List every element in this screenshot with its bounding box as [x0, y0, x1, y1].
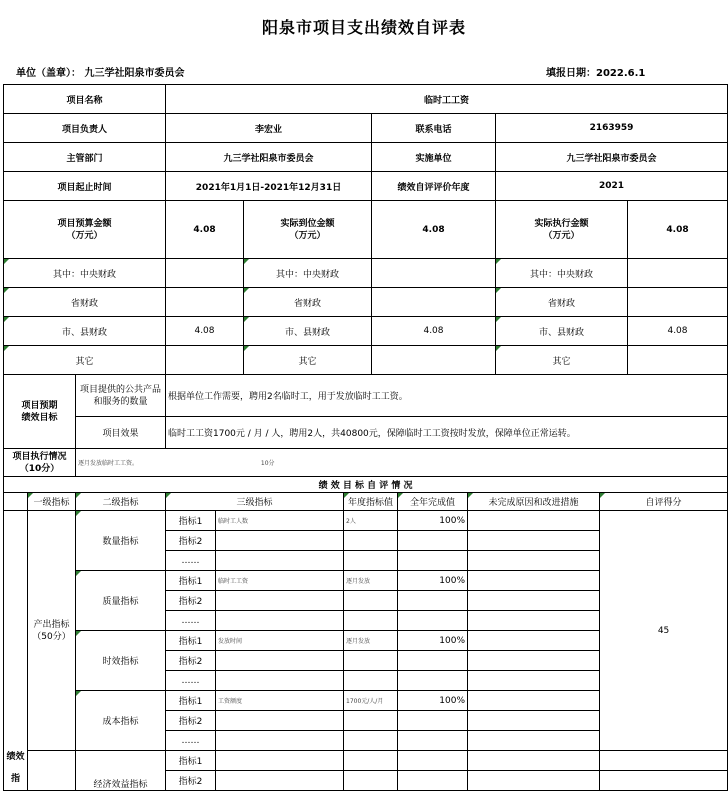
city-budget: 4.08 — [166, 317, 244, 346]
indicator-done: 100% — [398, 631, 468, 651]
indicator-desc: 临时工工资 — [216, 571, 344, 591]
arrived-label: 实际到位金额 （万元） — [244, 201, 372, 259]
indicator-index: …… — [166, 551, 216, 571]
eval-section-title: 绩 效 目 标 自 评 情 况 — [4, 477, 728, 493]
phone-label: 联系电话 — [372, 114, 496, 143]
indicator-index: 指标1 — [166, 691, 216, 711]
city-arrived: 4.08 — [372, 317, 496, 346]
year: 2021 — [496, 172, 728, 201]
header-target: 年度指标值 — [344, 493, 398, 511]
header-done: 全年完成值 — [398, 493, 468, 511]
city-label: 市、县财政 — [244, 317, 372, 346]
central-label: 其中：中央财政 — [244, 259, 372, 288]
arrived-value: 4.08 — [372, 201, 496, 259]
dept: 九三学社阳泉市委员会 — [166, 143, 372, 172]
central-label: 其中：中央财政 — [4, 259, 166, 288]
level1-output: 产出指标 （50分） — [28, 511, 76, 751]
level1-side-label: 绩效指 — [4, 511, 28, 791]
exec-score: 10分 — [260, 459, 275, 467]
indicator-index: 指标2 — [166, 651, 216, 671]
indicator-index: 指标1 — [166, 751, 216, 771]
group-quantity: 数量指标 — [76, 511, 166, 571]
city-executed: 4.08 — [628, 317, 728, 346]
indicator-done: 100% — [398, 691, 468, 711]
executed-label: 实际执行金额 （万元） — [496, 201, 628, 259]
impl: 九三学社阳泉市委员会 — [496, 143, 728, 172]
province-label: 省财政 — [4, 288, 166, 317]
self-score: 45 — [600, 511, 728, 751]
other-label: 其它 — [496, 346, 628, 375]
budget-value: 4.08 — [166, 201, 244, 259]
indicator-index: 指标1 — [166, 571, 216, 591]
group-economic: 经济效益指标 — [76, 751, 166, 791]
effect-text: 临时工工资1700元 / 月 / 人，聘用2人，共40800元，保障临时工工资按时发放，保障单位正常运转。 — [166, 417, 728, 449]
indicator-index: …… — [166, 731, 216, 751]
other-label: 其它 — [4, 346, 166, 375]
year-label: 绩效自评评价年度 — [372, 172, 496, 201]
indicator-index: 指标2 — [166, 531, 216, 551]
city-label: 市、县财政 — [4, 317, 166, 346]
group-timeliness: 时效指标 — [76, 631, 166, 691]
header-level2: 二级指标 — [76, 493, 166, 511]
impl-label: 实施单位 — [372, 143, 496, 172]
city-label: 市、县财政 — [496, 317, 628, 346]
effect-label: 项目效果 — [76, 417, 166, 449]
leader: 李宏业 — [166, 114, 372, 143]
indicator-index: 指标1 — [166, 511, 216, 531]
period-label: 项目起止时间 — [4, 172, 166, 201]
central-label: 其中：中央财政 — [496, 259, 628, 288]
phone: 2163959 — [496, 114, 728, 143]
date-line: 填报日期：2022.6.1 — [546, 68, 646, 79]
province-label: 省财政 — [496, 288, 628, 317]
indicator-index: …… — [166, 611, 216, 631]
header-level3: 三级指标 — [166, 493, 344, 511]
province-label: 省财政 — [244, 288, 372, 317]
indicator-index: 指标1 — [166, 631, 216, 651]
exec-row — [76, 449, 728, 477]
dept-label: 主管部门 — [4, 143, 166, 172]
header-level1: 一级指标 — [28, 493, 76, 511]
info-table — [3, 84, 728, 201]
indicator-desc: 发放时间 — [216, 631, 344, 651]
eval-table — [3, 476, 728, 791]
exec-text: 逐月发放临时工工资。 — [78, 459, 139, 467]
indicator-index: 指标2 — [166, 711, 216, 731]
exec-label: 项目执行情况 （10分） — [4, 449, 76, 477]
funds-table — [3, 200, 728, 375]
page-title: 阳泉市项目支出绩效自评表 — [261, 17, 466, 37]
project-name-label: 项目名称 — [4, 85, 166, 114]
group-quality: 质量指标 — [76, 571, 166, 631]
project-name: 临时工工资 — [166, 85, 728, 114]
budget-label: 项目预算金额 （万元） — [4, 201, 166, 259]
executed-value: 4.08 — [628, 201, 728, 259]
indicator-desc: 临时工人数 — [216, 511, 344, 531]
unit-line: 单位（盖章）： 九三学社阳泉市委员会 — [16, 68, 185, 79]
goals-label: 项目预期 绩效目标 — [4, 375, 76, 449]
service-text: 根据单位工作需要，聘用2名临时工，用于发放临时工工资。 — [166, 375, 728, 417]
header-score: 自评得分 — [600, 493, 728, 511]
indicator-target: 逐月发放 — [344, 571, 398, 591]
header-reason: 未完成原因和改进措施 — [468, 493, 600, 511]
leader-label: 项目负责人 — [4, 114, 166, 143]
period: 2021年1月1日-2021年12月31日 — [166, 172, 372, 201]
other-label: 其它 — [244, 346, 372, 375]
service-label: 项目提供的公共产品和服务的数量 — [76, 375, 166, 417]
indicator-done: 100% — [398, 511, 468, 531]
indicator-index: …… — [166, 671, 216, 691]
indicator-target: 逐月发放 — [344, 631, 398, 651]
indicator-target: 1700元/人/月 — [344, 691, 398, 711]
indicator-index: 指标2 — [166, 591, 216, 611]
goals-table — [3, 374, 728, 477]
group-cost: 成本指标 — [76, 691, 166, 751]
indicator-desc: 工资额度 — [216, 691, 344, 711]
indicator-index: 指标2 — [166, 771, 216, 791]
indicator-target: 2人 — [344, 511, 398, 531]
indicator-done: 100% — [398, 571, 468, 591]
